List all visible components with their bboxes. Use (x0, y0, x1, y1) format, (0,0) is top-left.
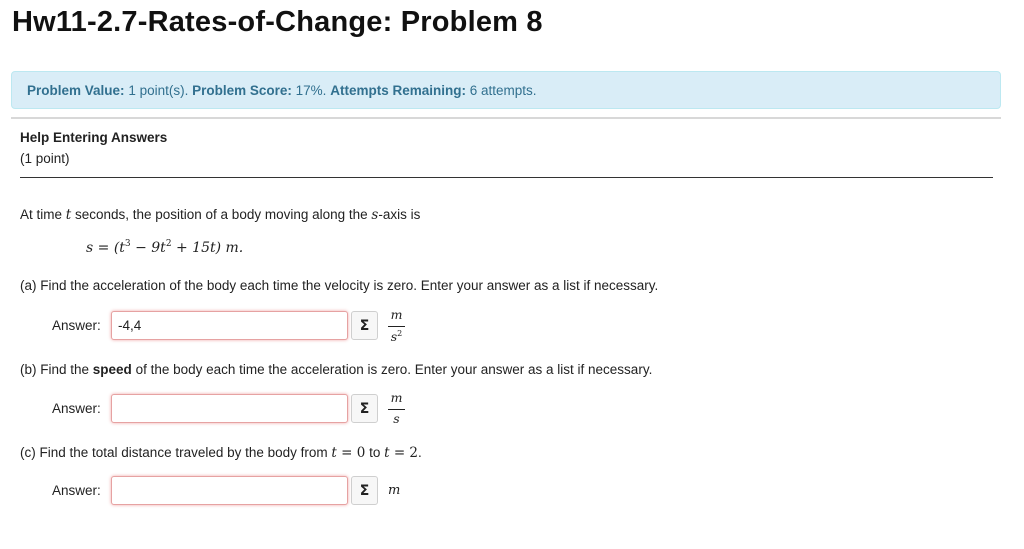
problem-value-label: Problem Value: (27, 83, 125, 98)
help-entering-answers-link[interactable]: Help Entering Answers (20, 130, 168, 145)
question-text: of the body each time the acceleration is zero. Enter your answer as a list if necessary. (131, 362, 653, 377)
unit-b (388, 392, 405, 425)
unit-a (388, 309, 405, 343)
answer-b-input[interactable] (111, 394, 348, 423)
problem-intro (20, 207, 420, 223)
equation-part: − 9t (130, 240, 166, 256)
question-text: (c) Find the total distance traveled by the body from (20, 445, 332, 460)
part-c-question (20, 445, 422, 461)
equation-editor-button[interactable]: Σ (351, 311, 378, 340)
answer-label: Answer: (52, 401, 101, 416)
equation-editor-button[interactable]: Σ (351, 476, 378, 505)
question-text: . (418, 445, 422, 460)
exponent: 2 (165, 239, 172, 249)
points-label: (1 point) (20, 151, 70, 166)
equation-part: s = (t (86, 240, 125, 256)
intro-text: At time (20, 207, 66, 222)
problem-score-label: Problem Score: (192, 83, 292, 98)
fraction-bar (388, 409, 405, 410)
unit-numerator: m (390, 390, 403, 405)
attempts-remaining-label: Attempts Remaining: (330, 83, 466, 98)
part-a-question: (a) Find the acceleration of the body each time the velocity is zero. Enter your answer as a list if necessary. (20, 278, 659, 293)
math-value: = 2 (389, 445, 419, 461)
page-title: Hw11-2.7-Rates-of-Change: Problem 8 (12, 6, 543, 38)
question-text: (b) Find the (20, 362, 93, 377)
problem-value: 1 point(s). (128, 83, 189, 98)
equation-part: + 15t) m. (171, 240, 244, 256)
answer-label: Answer: (52, 483, 101, 498)
var-t: t (65, 207, 72, 223)
unit-denominator: s (393, 410, 400, 426)
var-t: t (384, 445, 390, 461)
math-value: = 0 (336, 445, 366, 461)
unit-base: s (390, 328, 398, 344)
problem-score: 17%. (295, 83, 327, 98)
intro-text: seconds, the position of a body moving along the (71, 207, 372, 222)
problem-info-banner (11, 71, 1001, 109)
part-b-question (20, 362, 652, 377)
divider (20, 177, 993, 178)
intro-text: -axis is (378, 207, 421, 222)
unit-denominator (391, 330, 403, 344)
divider (11, 117, 1001, 119)
unit-numerator: m (390, 307, 403, 322)
var-s: s (371, 207, 379, 223)
answer-a-input[interactable] (111, 311, 348, 340)
position-equation (86, 239, 243, 256)
exponent: 3 (124, 239, 131, 249)
var-t: t (331, 445, 337, 461)
unit-exponent: 2 (397, 328, 403, 338)
question-text: to (365, 445, 385, 460)
unit-c: m (388, 483, 401, 498)
answer-label: Answer: (52, 318, 101, 333)
answer-c-input[interactable] (111, 476, 348, 505)
question-emphasis: speed (92, 362, 132, 377)
attempts-remaining: 6 attempts. (469, 83, 537, 98)
equation-editor-button[interactable]: Σ (351, 394, 378, 423)
fraction-bar (388, 326, 405, 327)
